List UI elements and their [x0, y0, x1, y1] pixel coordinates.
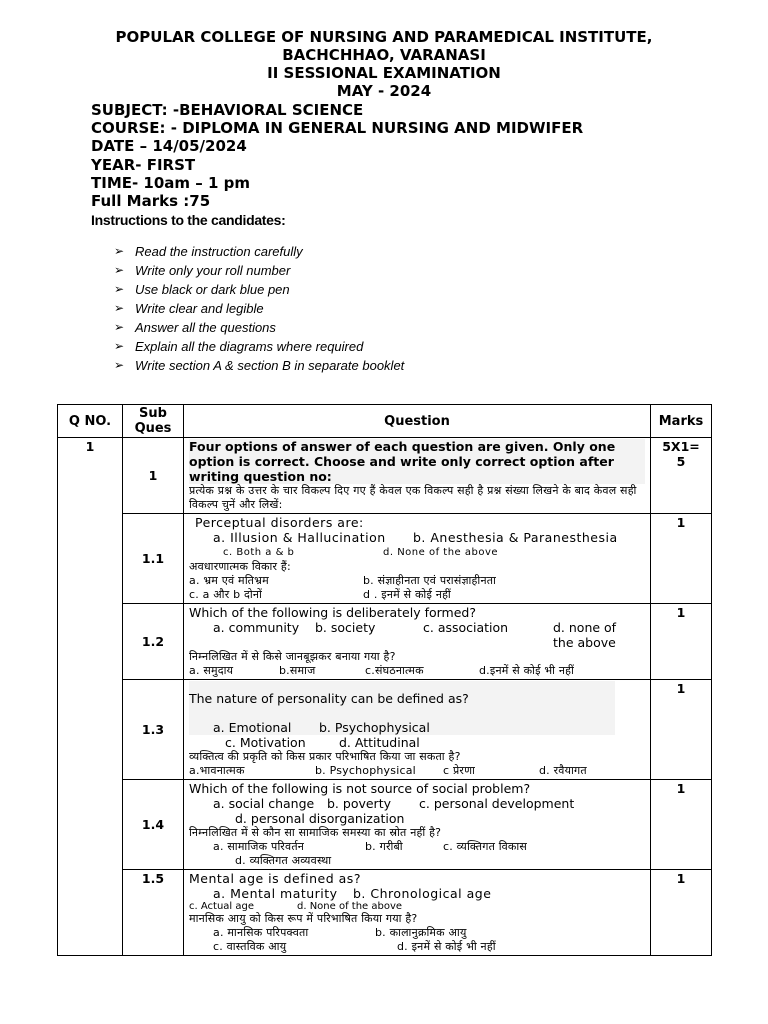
option-c-hindi: c. a और b दोनों [189, 588, 263, 601]
question-intro-hindi: प्रत्येक प्रश्न के उत्तर के चार विकल्प दिए गए हैं केवल एक विकल्प सही है प्रश्न संख्या लिखने के बाद केवल सही विकल्प चुनें और लिखें: [189, 484, 637, 511]
question-stem-hindi: निम्नलिखित में से किसे जानबूझकर बनाया गया है? [189, 650, 396, 663]
options [189, 886, 645, 901]
option-a: a. community [213, 620, 300, 635]
arrow-bullet-icon: ➢ [114, 358, 125, 372]
instruction-item: ➢ Answer all the questions [114, 320, 276, 335]
option-a-hindi: a. सामाजिक परिवर्तन [213, 840, 305, 853]
options [189, 620, 645, 650]
option-c-hindi: c. व्यक्तिगत विकास [443, 840, 528, 853]
option-c: c. personal development [419, 796, 575, 811]
header-qno: Q NO. [58, 405, 123, 438]
year-line: YEAR- FIRST [91, 155, 196, 174]
question-stem: Mental age is defined as? [189, 871, 361, 886]
sub-question-number: 1.4 [123, 780, 184, 870]
question-stem: Which of the following is deliberately formed? [189, 605, 476, 620]
instruction-item: ➢ Write section A & section B in separate booklet [114, 358, 405, 373]
arrow-bullet-icon: ➢ [114, 301, 125, 315]
option-b: b. Chronological age [353, 886, 492, 901]
exam-details [91, 101, 583, 229]
instruction-item: ➢ Write clear and legible [114, 301, 264, 316]
option-c-hindi: c.संघठनात्मक [365, 664, 424, 677]
option-b: b. Anesthesia & Paranesthesia [413, 530, 618, 545]
options [189, 796, 645, 826]
option-c: c. Actual age [189, 901, 254, 912]
option-a-hindi: a.भावनात्मक [189, 764, 245, 777]
header-sub-question: Sub Ques [123, 405, 184, 438]
table-header-row [58, 405, 712, 438]
full-marks-line: Full Marks :75 [91, 192, 211, 211]
option-d-hindi: d. व्यक्तिगत अव्यवस्था [235, 854, 332, 867]
header-question: Question [184, 405, 651, 438]
sub-question-number: 1.2 [123, 604, 184, 680]
question-cell [184, 604, 651, 680]
option-c-hindi: c. वास्तविक आयु [213, 940, 287, 953]
option-a: a. Emotional [213, 720, 292, 735]
option-d-hindi: d. इनमें से कोई भी नहीं [397, 940, 496, 953]
exam-session: MAY - 2024 [336, 82, 432, 100]
arrow-bullet-icon: ➢ [114, 339, 125, 353]
arrow-bullet-icon: ➢ [114, 263, 125, 277]
table-row [58, 604, 712, 680]
marks-cell: 1 [651, 514, 712, 604]
option-d: d. personal disorganization [235, 811, 405, 826]
option-b: b. Psychophysical [319, 720, 430, 735]
question-cell [184, 438, 651, 514]
option-b-hindi: b. Psychophysical [315, 764, 416, 777]
marks-cell: 1 [651, 604, 712, 680]
question-cell [184, 870, 651, 956]
option-b: b. poverty [327, 796, 391, 811]
question-cell [184, 780, 651, 870]
option-b-hindi: b. कालानुक्रमिक आयु [375, 926, 467, 939]
table-row [58, 680, 712, 780]
course-line: COURSE: - DIPLOMA IN GENERAL NURSING AND MIDWIFER [91, 119, 584, 138]
instruction-item: ➢ Write only your roll number [114, 263, 291, 278]
subject-line: SUBJECT: -BEHAVIORAL SCIENCE [91, 101, 364, 119]
option-a-hindi: a. मानसिक परिपक्वता [213, 926, 309, 939]
options [189, 530, 645, 560]
question-stem: The nature of personality can be defined as? [189, 691, 469, 706]
option-b-hindi: b. संज्ञाहीनता एवं परासंज्ञाहीनता [363, 574, 497, 587]
instruction-item: ➢ Use black or dark blue pen [114, 282, 290, 297]
instructions-list [114, 242, 404, 375]
instructions-title: Instructions to the candidates: [91, 212, 286, 229]
option-d: d. Attitudinal [339, 735, 420, 750]
exam-name: II SESSIONAL EXAMINATION [267, 64, 501, 82]
table-row [58, 780, 712, 870]
marks-cell: 1 [651, 680, 712, 780]
question-stem-hindi: अवधारणात्मक विकार हैं: [189, 560, 291, 573]
instruction-item: ➢ Explain all the diagrams where required [114, 339, 364, 354]
question-cell [184, 514, 651, 604]
option-a: a. Mental maturity [213, 886, 338, 901]
question-stem-hindi: निम्नलिखित में से कौन सा सामाजिक समस्या का स्रोत नहीं है? [189, 826, 442, 839]
table-row [58, 514, 712, 604]
option-b-hindi: b. गरीबी [365, 840, 403, 853]
options [189, 720, 615, 735]
question-stem: Perceptual disorders are: [195, 515, 364, 530]
option-c-hindi: c प्रेरणा [443, 764, 476, 777]
option-a: a. social change [213, 796, 315, 811]
option-c: c. Both a & b [223, 547, 295, 558]
arrow-bullet-icon: ➢ [114, 282, 125, 296]
option-d: d. none of the above [553, 620, 617, 650]
marks-cell: 1 [651, 870, 712, 956]
table-row [58, 438, 712, 514]
sub-question-number: 1 [123, 438, 184, 514]
exam-header [0, 28, 768, 100]
option-d-hindi: d. रवैयागत [539, 764, 587, 777]
option-d: d. None of the above [383, 547, 499, 558]
marks-cell: 5X1= 5 [651, 438, 712, 514]
question-number: 1 [58, 438, 123, 956]
question-stem-hindi: मानसिक आयु को किस रूप में परिभाषित किया गया है? [189, 912, 418, 925]
institute-location: BACHCHHAO, VARANASI [282, 46, 486, 64]
option-d: d. None of the above [297, 901, 403, 912]
table-row [58, 870, 712, 956]
sub-question-number: 1.1 [123, 514, 184, 604]
marks-cell: 1 [651, 780, 712, 870]
option-b: b. society [315, 620, 376, 635]
option-a: a. Illusion & Hallucination [213, 530, 386, 545]
institute-name: POPULAR COLLEGE OF NURSING AND PARAMEDICAL INSTITUTE, [115, 28, 653, 46]
question-stem: Which of the following is not source of social problem? [189, 781, 531, 796]
arrow-bullet-icon: ➢ [114, 320, 125, 334]
option-a-hindi: a. भ्रम एवं मतिभ्रम [189, 574, 269, 587]
header-marks: Marks [651, 405, 712, 438]
question-intro: Four options of answer of each question are given. Only one option is correct. Choose and write only correct option after writing question no: [189, 439, 645, 484]
sub-question-number: 1.5 [123, 870, 184, 956]
option-d-hindi: d.इनमें से कोई भी नहीं [479, 664, 575, 677]
option-a-hindi: a. समुदाय [189, 664, 234, 677]
option-c: c. Motivation [225, 735, 306, 750]
option-c: c. association [423, 620, 509, 635]
option-d-hindi: d . इनमें से कोई नहीं [363, 588, 451, 601]
sub-question-number: 1.3 [123, 680, 184, 780]
time-line: TIME- 10am – 1 pm [91, 173, 251, 192]
question-table [57, 404, 712, 956]
instruction-item: ➢ Read the instruction carefully [114, 244, 303, 259]
option-b-hindi: b.समाज [279, 664, 316, 677]
date-line: DATE – 14/05/2024 [91, 137, 247, 156]
question-stem-hindi: व्यक्तित्व की प्रकृति को किस प्रकार परिभाषित किया जा सकता है? [189, 750, 461, 763]
question-cell [184, 680, 651, 780]
arrow-bullet-icon: ➢ [114, 244, 125, 258]
